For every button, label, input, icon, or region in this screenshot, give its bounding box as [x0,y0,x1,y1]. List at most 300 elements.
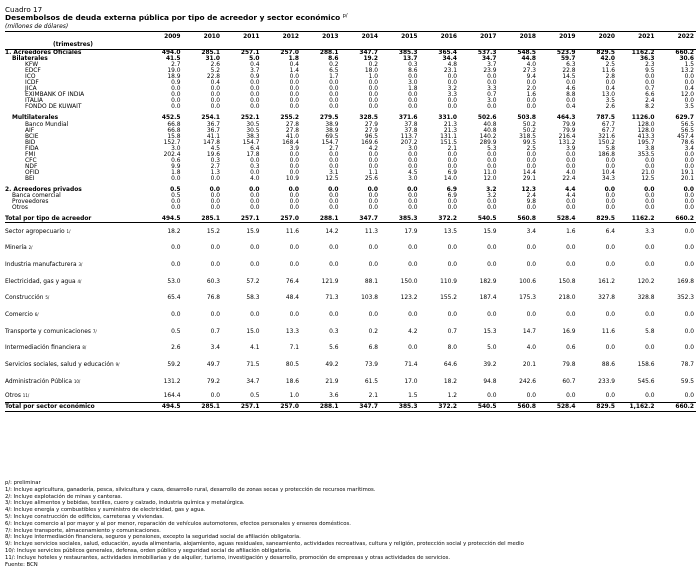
table-cell: 9.5 [617,68,657,74]
table-cell: 30.5 [222,122,262,128]
table-cell: 0.0 [380,92,420,98]
table-cell: 22.8 [183,74,223,80]
table-cell: 0.0 [301,193,341,199]
table-cell: 0.0 [262,205,302,211]
table-cell: 0.0 [380,98,420,104]
table-cell: 0.0 [222,257,262,274]
table-cell: 40.8 [459,128,499,134]
footnote: 7/: Incluye transporte, almacenamiento y comunicaciones. [5,528,620,535]
table-cell: 0.0 [262,80,302,86]
table-cell: 537.3 [459,50,499,57]
table-cell: 12.0 [459,176,499,182]
table-cell: 0.0 [459,199,499,205]
table-cell: 131.2 [143,373,183,390]
unit-spacer [183,41,223,50]
row-label-text: Otros [5,393,21,399]
table-cell: 1.8 [380,86,420,92]
table-cell: 19.1 [657,170,696,176]
table-cell: 23.9 [459,68,499,74]
table-cell: 216.4 [538,134,578,140]
table-cell: 0.0 [499,205,539,211]
table-cell: 6.4 [578,223,618,240]
table-title [5,13,348,22]
table-cell: 0.0 [222,92,262,98]
row-note: 11/ [23,393,29,398]
table-cell: 0.9 [222,74,262,80]
table-cell: 494.5 [143,216,183,223]
table-cell: 1.6 [538,223,578,240]
table-cell: 0.0 [301,98,341,104]
table-cell: 41.5 [143,56,183,62]
table-cell: 321.6 [578,134,618,140]
row-label-text: 2. Acreedores privados [5,187,82,193]
table-cell: 1.1 [341,170,381,176]
table-cell: 285.1 [183,216,223,223]
table-cell: 0.0 [657,199,696,205]
row-label-text: BEI [25,176,35,182]
table-cell: 3.8 [617,146,657,152]
table-cell: 0.0 [301,257,341,274]
table-cell: 6.5 [301,68,341,74]
table-cell: 3.3 [420,92,460,98]
table-cell: 131.1 [420,134,460,140]
table-cell: 0.0 [222,193,262,199]
table-cell: 0.0 [657,193,696,199]
table-cell: 4.0 [499,62,539,68]
table-cell: 0.2 [341,62,381,68]
table-cell: 34.4 [420,56,460,62]
table-cell: 0.0 [499,104,539,110]
table-cell: 385.3 [380,216,420,223]
row-label-text: NDF [25,164,37,170]
table-cell: 548.5 [499,50,539,57]
table-cell: 0.0 [499,152,539,158]
table-cell: 0.5 [143,187,183,193]
footnote: 4/: Incluye energía y combustibles y suministro de electricidad, gas y agua. [5,507,620,514]
table-cell: 21.9 [301,373,341,390]
table-cell: 0.0 [499,307,539,324]
table-cell: 21.3 [420,122,460,128]
table-cell: 0.0 [341,193,381,199]
table-cell: 0.0 [617,205,657,211]
table-cell: 3.2 [459,193,499,199]
table-cell: 0.0 [459,257,499,274]
table-cell: 0.0 [183,98,223,104]
table-cell: 257.1 [222,50,262,57]
row-label-text: OFID [25,170,39,176]
table-cell: 64.6 [420,357,460,374]
table-cell: 99.5 [499,140,539,146]
table-cell: 385.3 [380,403,420,412]
table-cell: 49.2 [301,357,341,374]
table-cell: 0.0 [183,92,223,98]
table-cell: 0.0 [262,98,302,104]
table-cell: 0.0 [341,164,381,170]
table-cell: 3.0 [143,146,183,152]
table-cell: 0.0 [341,80,381,86]
table-cell: 0.0 [262,257,302,274]
table-cell: 21.0 [617,170,657,176]
table-cell: 0.0 [262,86,302,92]
table-cell: 494.0 [143,50,183,57]
table-cell: 257.1 [222,403,262,412]
table-cell: 0.0 [183,104,223,110]
table-cell: 0.0 [657,152,696,158]
table-cell: 0.0 [262,74,302,80]
table-cell: 0.0 [222,199,262,205]
table-cell: 5.8 [617,323,657,340]
table-cell: 23.1 [420,68,460,74]
table-cell: 14.7 [499,323,539,340]
table-cell: 0.0 [262,104,302,110]
table-cell: 3.4 [183,340,223,357]
table-cell: 56.5 [657,122,696,128]
table-cell: 58.3 [222,290,262,307]
table-row [5,240,696,257]
table-cell: 11.6 [262,223,302,240]
table-cell: 151.5 [420,140,460,146]
table-cell: 0.0 [499,390,539,403]
table-cell: 5.0 [459,340,499,357]
table-cell: 0.0 [657,390,696,403]
table-cell: 207.2 [380,140,420,146]
table-cell: 15.0 [222,323,262,340]
table-cell: 195.7 [617,140,657,146]
table-cell: 218.0 [538,290,578,307]
table-cell: 88.6 [578,357,618,374]
table-row [5,290,696,307]
table-cell: 328.8 [617,290,657,307]
table-cell: 9.8 [499,199,539,205]
table-cell: 78.6 [657,140,696,146]
table-cell: 2.3 [617,62,657,68]
table-cell: 38.9 [301,122,341,128]
table-cell: 0.0 [380,152,420,158]
table-cell: 257.0 [262,50,302,57]
table-cell: 0.0 [301,86,341,92]
table-cell: 385.3 [380,50,420,57]
table-cell: 0.0 [617,240,657,257]
table-cell: 0.0 [380,307,420,324]
table-cell: 528.4 [538,216,578,223]
table-cell: 27.9 [341,122,381,128]
table-cell: 59.7 [538,56,578,62]
table-cell: 0.0 [617,164,657,170]
table-cell: 8.8 [538,92,578,98]
table-cell: 168.4 [262,140,302,146]
table-cell: 0.0 [380,187,420,193]
row-label [5,307,143,324]
row-label-text: 1. Acreedores Oficiales [5,50,81,56]
table-cell: 0.0 [420,257,460,274]
footnote: 2/: Incluye explotación de minas y canteras. [5,494,620,501]
table-cell: 0.0 [341,86,381,92]
footnote: 11/: Incluye hoteles y restaurantes, actividades inmobiliarias y de alquiler, turismo, investigación y desarrollo, promoción de empresas y otras actividades de servicios. [5,555,620,562]
table-cell: 528.4 [538,403,578,412]
table-cell: 0.0 [657,164,696,170]
table-cell: 0.0 [301,80,341,86]
table-cell: 0.0 [538,164,578,170]
table-cell: 0.0 [617,193,657,199]
table-cell: 3.2 [420,86,460,92]
table-cell: 13.3 [262,323,302,340]
row-label-text: Minería [5,245,27,251]
row-label-text: Banco Mundial [25,122,68,128]
table-cell: 3.4 [499,223,539,240]
table-cell: 17.8 [222,152,262,158]
table-cell: 4.5 [183,146,223,152]
table-cell: 10.9 [262,176,302,182]
row-note: 9/ [116,362,120,367]
table-cell: 0.0 [262,199,302,205]
table-cell: 0.0 [617,257,657,274]
row-note: 10/ [74,379,80,384]
table-cell: 12.5 [617,176,657,182]
year-header-2020: 2020 [578,32,618,42]
table-cell: 42.0 [578,56,618,62]
table-cell: 5.6 [301,340,341,357]
table-cell: 69.5 [301,134,341,140]
table-cell: 38.3 [222,134,262,140]
table-cell: 0.0 [617,390,657,403]
table-cell: 3.5 [578,98,618,104]
table-cell: 100.6 [499,273,539,290]
table-cell: 494.5 [143,403,183,412]
table-cell: 0.5 [222,390,262,403]
table-cell: 0.0 [183,205,223,211]
table-cell: 0.0 [617,187,657,193]
table-cell: 44.8 [499,56,539,62]
table-cell: 0.4 [657,86,696,92]
year-header-2015: 2015 [380,32,420,42]
row-note: 7/ [93,329,97,334]
table-cell: 2.7 [183,164,223,170]
table-cell: 0.0 [262,152,302,158]
year-header-row [5,32,696,42]
table-cell: 131.2 [538,140,578,146]
table-cell: 4.0 [538,170,578,176]
table-cell: 5.2 [183,68,223,74]
table-cell: 0.0 [341,104,381,110]
table-cell: 0.0 [499,257,539,274]
table-cell: 0.0 [578,257,618,274]
footnote: 1/: Incluye agricultura, ganadería, pesca, silvicultura y caza, desarrollo rural, desarrollo de zonas secas y protección de recursos marítimos. [5,487,620,494]
table-cell: 318.5 [499,134,539,140]
table-cell: 1162.2 [617,50,657,57]
table-cell: 0.0 [222,86,262,92]
table-cell: 19.6 [183,152,223,158]
table-cell: 0.0 [499,80,539,86]
table-cell: 3.0 [380,80,420,86]
table-cell: 0.9 [143,80,183,86]
row-label-text: FIDA [25,146,39,152]
table-cell: 0.0 [183,193,223,199]
unit-spacer [143,41,183,50]
table-cell: 50.2 [499,122,539,128]
table-cell: 0.0 [341,152,381,158]
table-cell: 0.0 [459,158,499,164]
table-cell: 29.1 [499,176,539,182]
table-cell: 9.4 [499,74,539,80]
table-cell: 4.0 [222,176,262,182]
table-cell: 19.0 [143,68,183,74]
row-label [5,340,143,357]
table-cell: 6.9 [420,193,460,199]
table-cell: 629.7 [657,115,696,121]
table-cell: 0.0 [262,307,302,324]
table-cell: 59.5 [657,373,696,390]
table-cell: 353.5 [617,152,657,158]
unit-spacer [341,41,381,50]
table-cell: 3.3 [459,86,499,92]
table-cell: 1.5 [657,62,696,68]
year-header-2011: 2011 [222,32,262,42]
row-label-text: FONDO DE KUWAIT [25,104,82,110]
footnote: 10/: Incluye servicios públicos generales, defensa, orden público y seguridad social de afiliación obligatoria. [5,548,620,555]
row-label-text: ICO [25,74,36,80]
table-cell: 285.1 [183,403,223,412]
table-cell: 8.0 [420,340,460,357]
table-cell: 164.4 [143,390,183,403]
table-cell: 50.2 [499,128,539,134]
table-cell: 0.0 [380,340,420,357]
table-cell: 0.0 [143,86,183,92]
table-cell: 3.0 [380,146,420,152]
table-cell: 8.6 [380,68,420,74]
table-cell: 182.9 [459,273,499,290]
table-cell: 13.0 [578,92,618,98]
table-units: (millones de dólares) [5,23,68,30]
table-cell: 60.3 [183,273,223,290]
row-label [5,273,143,290]
table-cell: 73.9 [341,357,381,374]
table-cell: 502.6 [459,115,499,121]
table-cell: 36.7 [183,128,223,134]
row-label-text: Electricidad, gas y agua [5,279,76,285]
table-cell: 0.0 [657,158,696,164]
table-cell: 0.0 [578,187,618,193]
table-cell: 0.0 [420,205,460,211]
unit-spacer [380,41,420,50]
table-cell: 78.7 [657,357,696,374]
table-cell: 829.5 [578,50,618,57]
table-cell: 67.7 [578,122,618,128]
table-cell: 12.3 [499,187,539,193]
table-cell: 0.0 [262,92,302,98]
table-cell: 328.5 [341,115,381,121]
table-cell: 2.7 [143,62,183,68]
table-cell: 150.2 [578,140,618,146]
table-cell: 6.9 [420,170,460,176]
table-cell: 829.5 [578,216,618,223]
table-cell: 0.0 [538,199,578,205]
table-cell: 0.0 [459,307,499,324]
table-cell: 0.0 [578,193,618,199]
table-cell: 0.0 [262,193,302,199]
table-cell: 0.0 [183,307,223,324]
table-cell: 187.4 [459,290,499,307]
table-cell: 0.5 [143,193,183,199]
footnote: p/: preliminar [5,480,620,487]
table-cell: 123.2 [380,290,420,307]
table-cell: 0.0 [578,390,618,403]
table-cell: 347.7 [341,403,381,412]
table-cell: 25.6 [341,176,381,182]
table-cell: 0.0 [262,187,302,193]
table-cell: 0.0 [420,152,460,158]
table-cell: 2.4 [617,98,657,104]
table-cell: 540.5 [459,216,499,223]
row-note: 3/ [78,262,82,267]
table-cell: 0.0 [262,164,302,170]
table-cell: 0.0 [380,240,420,257]
table-cell: 0.0 [222,170,262,176]
table-cell: 15.9 [459,223,499,240]
table-cell: 0.0 [657,257,696,274]
table-cell: 14.4 [499,170,539,176]
table-cell: 254.1 [183,115,223,121]
table-cell: 0.0 [499,164,539,170]
table-cell: 1,162.2 [617,403,657,412]
table-cell: 30.5 [222,128,262,134]
table-cell: 88.1 [341,273,381,290]
table-cell: 0.0 [578,164,618,170]
table-cell: 48.4 [262,290,302,307]
table-cell: 0.0 [262,158,302,164]
table-cell: 2.1 [420,146,460,152]
table-cell: 0.3 [222,164,262,170]
table-cell: 12.0 [657,92,696,98]
year-header-2022: 2022 [657,32,696,42]
unit-spacer [499,41,539,50]
table-cell: 464.3 [538,115,578,121]
table-cell: 18.2 [420,373,460,390]
table-cell: 0.7 [459,92,499,98]
table-cell: 0.0 [657,223,696,240]
row-label-text: Industria manufacturera [5,262,77,268]
table-cell: 30.6 [657,56,696,62]
table-cell: 0.0 [617,74,657,80]
table-cell: 155.2 [420,290,460,307]
table-cell: 257.0 [262,216,302,223]
row-label-text: Multilaterales [12,115,58,121]
row-label-text: Bilaterales [12,56,48,62]
table-cell: 1.6 [499,92,539,98]
table-label: Cuadro 17 [5,5,42,14]
row-label-text: Otros [12,205,28,211]
table-cell: 12.5 [301,176,341,182]
table-cell: 0.0 [341,205,381,211]
table-cell: 0.0 [222,307,262,324]
debt-table [5,31,696,412]
table-cell: 0.0 [183,240,223,257]
table-cell: 560.8 [499,216,539,223]
table-cell: 545.6 [617,373,657,390]
table-cell: 34.3 [578,176,618,182]
row-label-text: AIF [25,128,34,134]
table-cell: 0.0 [538,307,578,324]
table-cell: 0.0 [222,240,262,257]
table-cell: 503.8 [499,115,539,121]
table-cell: 36.7 [183,122,223,128]
table-row [5,340,696,357]
row-note: 8/ [82,345,86,350]
table-cell: 4.4 [538,193,578,199]
table-cell: 71.5 [222,357,262,374]
table-cell: 0.0 [301,152,341,158]
table-cell: 0.0 [262,170,302,176]
table-cell: 76.8 [183,290,223,307]
